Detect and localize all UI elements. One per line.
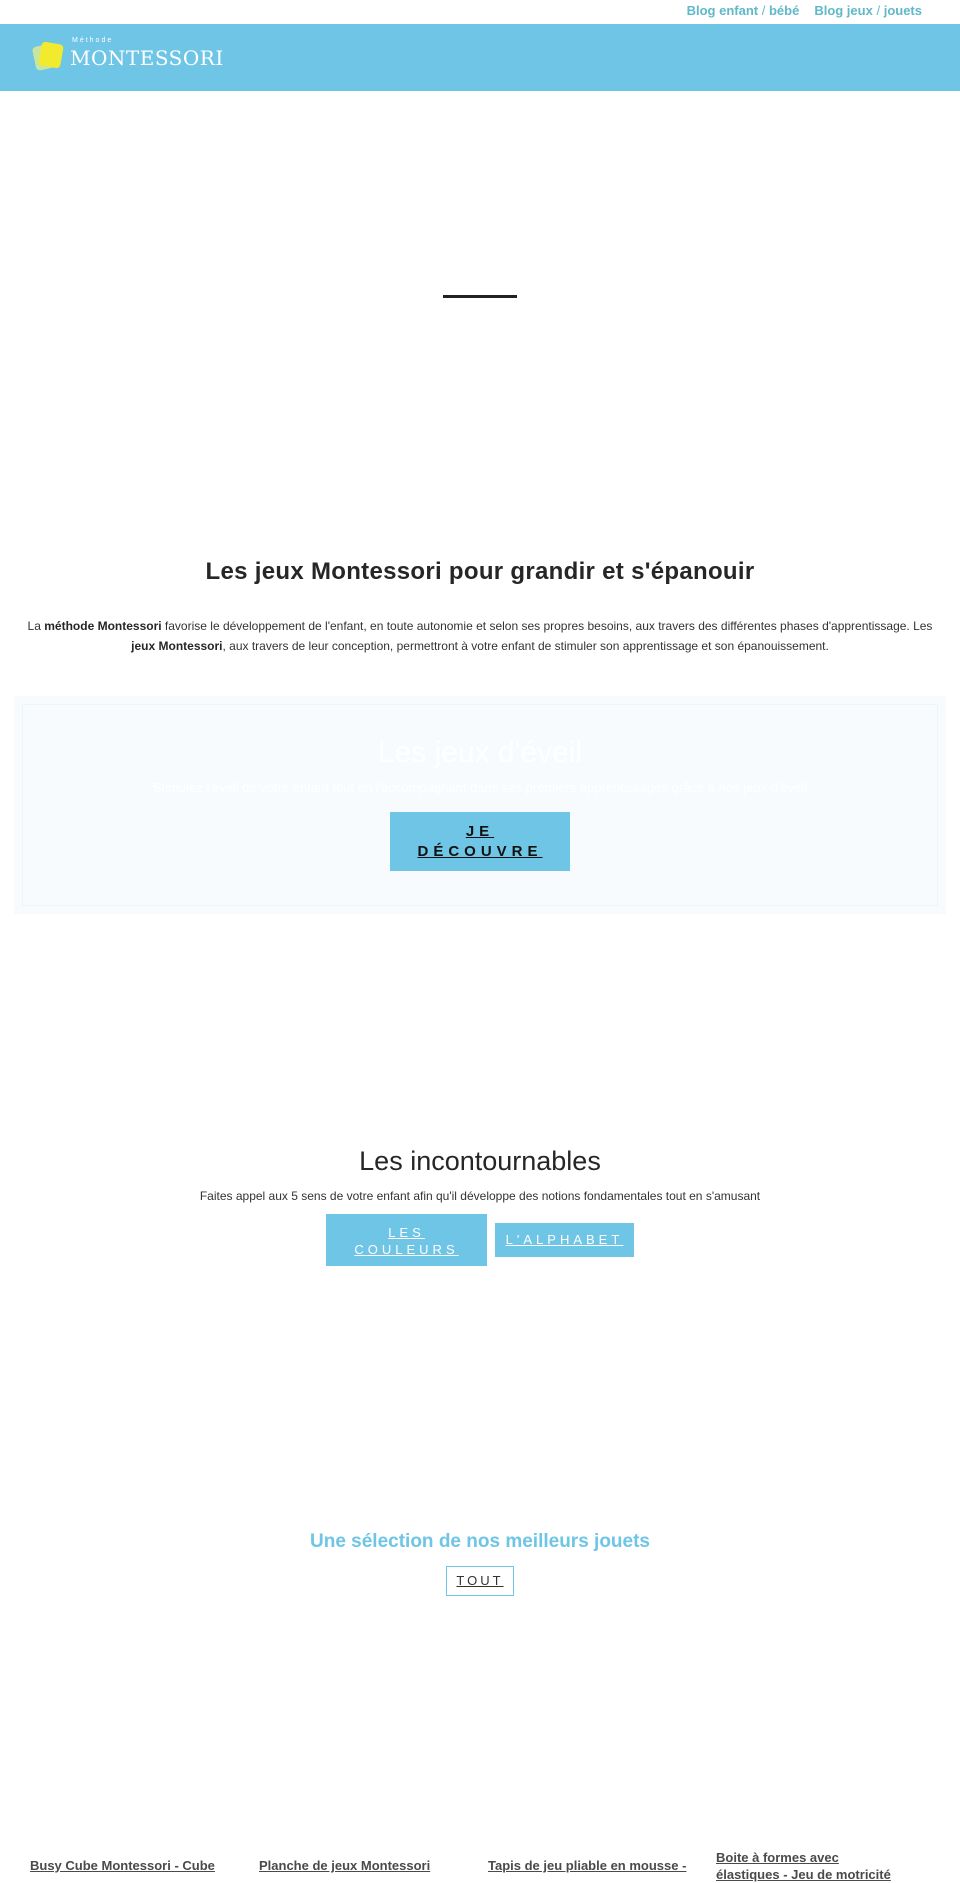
blog-jouets-label: jouets	[883, 3, 922, 18]
main-nav[interactable]: Jeux par âge Jeux par domaine Tapis de jeu Jouets en bois Meubles	[48, 109, 509, 124]
selection-title: Une sélection de nos meilleurs jouets	[310, 1531, 650, 1552]
product-title[interactable]: Tapis de jeu pliable en mousse -	[488, 1858, 687, 1873]
blog-jeux-label: Blog jeux	[814, 3, 873, 18]
site-header	[0, 24, 960, 124]
top-bar	[0, 0, 960, 24]
product-title[interactable]: Busy Cube Montessori - Cube	[30, 1858, 215, 1873]
intro-title: Les jeux Montessori pour grandir et s'épanouir	[205, 558, 755, 585]
eveil-banner	[14, 696, 946, 914]
logo-title: MONTESSORI	[70, 46, 224, 70]
logo-subtitle: Méthode	[72, 37, 114, 44]
incontournables-section	[0, 1146, 960, 1257]
intro-text-part1: La	[27, 619, 45, 633]
blog-enfant-label: Blog enfant	[686, 3, 759, 18]
product-title[interactable]: Planche de jeux Montessori	[259, 1858, 431, 1873]
incontournables-buttons	[0, 1214, 960, 1268]
blog-jeux-link[interactable]	[814, 3, 922, 18]
blog-bebe-label: bébé	[768, 3, 800, 18]
button-line-1: JE	[465, 823, 495, 840]
je-decouvre-button[interactable]	[390, 812, 570, 871]
intro-bold-methode: méthode Montessori	[44, 619, 162, 633]
incontournables-title: Les incontournables	[359, 1146, 601, 1176]
eveil-frame	[22, 704, 938, 906]
couleurs-line-1: LES	[388, 1225, 425, 1240]
eveil-subtitle: Stimulez l'éveil de votre enfant tout en l'accompagnant dans ses premiers apprentissages grâce à nos jeux d'éveil	[152, 780, 808, 795]
logo-mark-icon	[32, 41, 64, 71]
blog-enfant-link[interactable]	[687, 3, 800, 18]
site-logo[interactable]	[32, 37, 224, 71]
intro-text	[25, 616, 935, 656]
selection-section	[0, 1531, 960, 1588]
intro-text-part3: , aux travers de leur conception, permettront à votre enfant de stimuler son apprentissage et son épanouissement.	[222, 639, 829, 653]
incontournables-subtitle: Faites appel aux 5 sens de votre enfant afin qu'il développe des notions fondamentales tout en s'amusant	[199, 1189, 761, 1203]
eveil-title: Les jeux d'éveil	[377, 736, 583, 769]
product-title[interactable]: Boite à formes avec élastiques - Jeu de motricité	[716, 1850, 891, 1882]
intro-bold-jeux: jeux Montessori	[131, 639, 223, 653]
button-line-2: DÉCOUVRE	[417, 843, 543, 860]
intro-section	[0, 558, 960, 656]
couleurs-line-2: COULEURS	[354, 1242, 459, 1257]
tout-button[interactable]: TOUT	[446, 1566, 514, 1596]
les-couleurs-button[interactable]	[326, 1214, 487, 1266]
separator: /	[876, 3, 881, 18]
separator: /	[761, 3, 766, 18]
slider-loader	[443, 295, 517, 298]
product-grid	[0, 1840, 960, 1882]
alphabet-button[interactable]: L'ALPHABET	[495, 1223, 634, 1257]
intro-text-part2: favorise le développement de l'enfant, en toute autonomie et selon ses propres besoins, aux travers des différentes phases d'apprentissage. Les	[161, 619, 933, 633]
top-links	[687, 3, 922, 18]
